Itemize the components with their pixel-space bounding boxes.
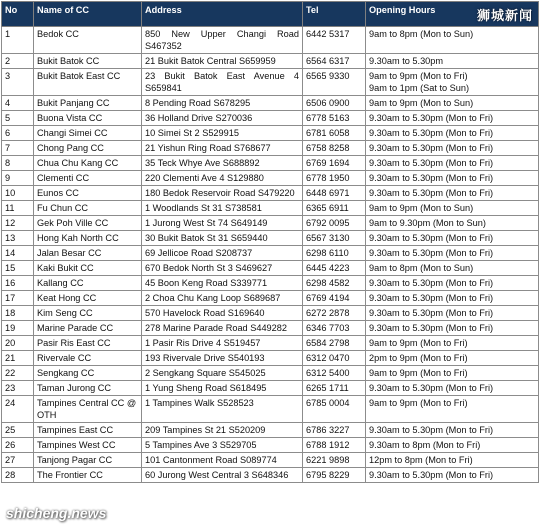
cell-hours: 9.30am to 5.30pm (Mon to Fri) [366,156,539,171]
cell-no: 3 [2,69,34,96]
table-row [2,171,539,186]
cell-hours: 9am to 8pm (Mon to Sun) [366,261,539,276]
cell-address: 21 Bukit Batok Central S659959 [142,54,303,69]
cell-no: 22 [2,366,34,381]
cell-address: 278 Marine Parade Road S449282 [142,321,303,336]
cell-no: 27 [2,453,34,468]
cell-tel: 6298 4582 [303,276,366,291]
table-row [2,231,539,246]
table-row [2,366,539,381]
cell-address: 180 Bedok Reservoir Road S479220 [142,186,303,201]
cell-address: 670 Bedok North St 3 S469627 [142,261,303,276]
cell-address: 1 Tampines Walk S528523 [142,396,303,423]
table-row [2,468,539,483]
cell-name: Tampines Central CC @ OTH [34,396,142,423]
header-hours: Opening Hours [366,2,539,27]
cell-hours: 9am to 9pm (Mon to Fri) [366,396,539,423]
cell-no: 1 [2,27,34,54]
cell-tel: 6785 0004 [303,396,366,423]
cell-name: Kallang CC [34,276,142,291]
cell-name: Fu Chun CC [34,201,142,216]
cell-address: 5 Tampines Ave 3 S529705 [142,438,303,453]
table-row [2,216,539,231]
table-row [2,291,539,306]
cell-address: 10 Simei St 2 S529915 [142,126,303,141]
cell-hours: 9.30am to 8pm (Mon to Fri) [366,438,539,453]
cell-no: 11 [2,201,34,216]
cell-hours: 9.30am to 5.30pm (Mon to Fri) [366,171,539,186]
cell-tel: 6445 4223 [303,261,366,276]
cell-tel: 6769 1694 [303,156,366,171]
cell-hours: 9.30am to 5.30pm (Mon to Fri) [366,381,539,396]
table-body [2,27,539,483]
table-row [2,201,539,216]
cell-tel: 6442 5317 [303,27,366,54]
cell-hours: 9.30am to 5.30pm (Mon to Fri) [366,141,539,156]
cell-address: 570 Havelock Road S169640 [142,306,303,321]
cell-hours: 9.30am to 5.30pm (Mon to Fri) [366,423,539,438]
cell-hours: 9.30am to 5.30pm (Mon to Fri) [366,291,539,306]
cell-no: 28 [2,468,34,483]
cell-no: 6 [2,126,34,141]
cell-name: Eunos CC [34,186,142,201]
table-row [2,54,539,69]
table-header [2,2,539,27]
watermark-top-right: 狮城新闻 [476,8,533,23]
header-row [2,2,539,27]
table-row [2,246,539,261]
cell-address: 850 New Upper Changi Road S467352 [142,27,303,54]
cell-hours: 9am to 8pm (Mon to Sun) [366,27,539,54]
cell-address: 23 Bukit Batok East Avenue 4 S659841 [142,69,303,96]
cell-name: Bukit Batok CC [34,54,142,69]
cell-tel: 6769 4194 [303,291,366,306]
table-row [2,126,539,141]
cell-hours: 9am to 9.30pm (Mon to Sun) [366,216,539,231]
cell-no: 26 [2,438,34,453]
watermark-bottom-left: shicheng.news [6,505,107,521]
cell-tel: 6792 0095 [303,216,366,231]
cell-name: Rivervale CC [34,351,142,366]
cell-tel: 6584 2798 [303,336,366,351]
table-row [2,351,539,366]
table-row [2,453,539,468]
cell-name: Buona Vista CC [34,111,142,126]
cell-address: 2 Choa Chu Kang Loop S689687 [142,291,303,306]
cell-name: Hong Kah North CC [34,231,142,246]
cell-no: 2 [2,54,34,69]
cell-no: 4 [2,96,34,111]
cell-hours: 9am to 9pm (Mon to Fri) [366,336,539,351]
cell-no: 25 [2,423,34,438]
cell-address: 21 Yishun Ring Road S768677 [142,141,303,156]
cell-name: Chua Chu Kang CC [34,156,142,171]
cell-no: 20 [2,336,34,351]
cell-name: Tampines East CC [34,423,142,438]
cell-name: Changi Simei CC [34,126,142,141]
cell-tel: 6786 3227 [303,423,366,438]
cell-name: Tanjong Pagar CC [34,453,142,468]
cell-name: Marine Parade CC [34,321,142,336]
cell-address: 1 Yung Sheng Road S618495 [142,381,303,396]
cell-no: 16 [2,276,34,291]
cell-hours: 9.30am to 5.30pm (Mon to Fri) [366,306,539,321]
cell-tel: 6346 7703 [303,321,366,336]
cell-no: 18 [2,306,34,321]
cell-tel: 6312 0470 [303,351,366,366]
header-address: Address [142,2,303,27]
cell-name: Pasir Ris East CC [34,336,142,351]
cell-address: 1 Pasir Ris Drive 4 S519457 [142,336,303,351]
cell-name: Bukit Panjang CC [34,96,142,111]
table-row [2,69,539,96]
cell-hours: 9.30am to 5.30pm [366,54,539,69]
table-row [2,306,539,321]
cell-tel: 6567 3130 [303,231,366,246]
cell-address: 1 Woodlands St 31 S738581 [142,201,303,216]
cell-tel: 6221 9898 [303,453,366,468]
cell-name: Kim Seng CC [34,306,142,321]
community-centre-table [1,1,539,483]
cell-tel: 6272 2878 [303,306,366,321]
cell-address: 45 Boon Keng Road S339771 [142,276,303,291]
table-row [2,396,539,423]
cell-no: 7 [2,141,34,156]
cell-tel: 6778 1950 [303,171,366,186]
table-row [2,276,539,291]
cell-hours: 9.30am to 5.30pm (Mon to Fri) [366,321,539,336]
cell-tel: 6778 5163 [303,111,366,126]
cell-no: 8 [2,156,34,171]
cell-name: Keat Hong CC [34,291,142,306]
table-row [2,261,539,276]
cell-name: Chong Pang CC [34,141,142,156]
cell-hours: 9.30am to 5.30pm (Mon to Fri) [366,468,539,483]
cell-name: Jalan Besar CC [34,246,142,261]
table-row [2,336,539,351]
table-row [2,438,539,453]
cell-hours: 2pm to 9pm (Mon to Fri) [366,351,539,366]
cell-hours: 9.30am to 5.30pm (Mon to Fri) [366,186,539,201]
cell-hours: 9.30am to 5.30pm (Mon to Fri) [366,126,539,141]
cell-address: 220 Clementi Ave 4 S129880 [142,171,303,186]
cell-tel: 6758 8258 [303,141,366,156]
cell-tel: 6788 1912 [303,438,366,453]
cell-name: Bedok CC [34,27,142,54]
table-row [2,156,539,171]
cell-name: Tampines West CC [34,438,142,453]
cell-no: 12 [2,216,34,231]
cell-address: 1 Jurong West St 74 S649149 [142,216,303,231]
cell-hours: 9.30am to 5.30pm (Mon to Fri) [366,246,539,261]
cell-hours: 9am to 9pm (Mon to Fri) [366,366,539,381]
cell-address: 35 Teck Whye Ave S688892 [142,156,303,171]
cell-tel: 6781 6058 [303,126,366,141]
cell-address: 69 Jellicoe Road S208737 [142,246,303,261]
cell-tel: 6506 0900 [303,96,366,111]
cell-tel: 6565 9330 [303,69,366,96]
cell-tel: 6448 6971 [303,186,366,201]
cell-no: 14 [2,246,34,261]
table-row [2,423,539,438]
cell-hours: 9.30am to 5.30pm (Mon to Fri) [366,276,539,291]
cell-hours: 9am to 9pm (Mon to Sun) [366,201,539,216]
cell-name: Gek Poh Ville CC [34,216,142,231]
cell-name: The Frontier CC [34,468,142,483]
cell-no: 13 [2,231,34,246]
cell-no: 15 [2,261,34,276]
header-name: Name of CC [34,2,142,27]
cell-no: 17 [2,291,34,306]
cell-no: 5 [2,111,34,126]
cell-address: 30 Bukit Batok St 31 S659440 [142,231,303,246]
cell-tel: 6795 8229 [303,468,366,483]
cell-name: Bukit Batok East CC [34,69,142,96]
cell-address: 193 Rivervale Drive S540193 [142,351,303,366]
header-no: No [2,2,34,27]
cell-hours: 12pm to 8pm (Mon to Fri) [366,453,539,468]
cell-no: 10 [2,186,34,201]
cell-name: Taman Jurong CC [34,381,142,396]
cell-tel: 6312 5400 [303,366,366,381]
cell-address: 101 Cantonment Road S089774 [142,453,303,468]
cell-hours: 9.30am to 5.30pm (Mon to Fri) [366,231,539,246]
cc-table-container [1,1,538,483]
cell-tel: 6265 1711 [303,381,366,396]
table-row [2,381,539,396]
header-tel: Tel [303,2,366,27]
cell-address: 209 Tampines St 21 S520209 [142,423,303,438]
table-row [2,27,539,54]
cell-address: 8 Pending Road S678295 [142,96,303,111]
cell-address: 2 Sengkang Square S545025 [142,366,303,381]
cell-tel: 6365 6911 [303,201,366,216]
cell-name: Kaki Bukit CC [34,261,142,276]
cell-no: 24 [2,396,34,423]
cell-hours: 9am to 9pm (Mon to Fri) 9am to 1pm (Sat to Sun) [366,69,539,96]
table-row [2,96,539,111]
cell-no: 23 [2,381,34,396]
cell-name: Clementi CC [34,171,142,186]
cell-no: 21 [2,351,34,366]
cell-hours: 9.30am to 5.30pm (Mon to Fri) [366,111,539,126]
table-row [2,141,539,156]
cell-no: 9 [2,171,34,186]
cell-hours: 9am to 9pm (Mon to Sun) [366,96,539,111]
cell-tel: 6298 6110 [303,246,366,261]
table-row [2,111,539,126]
cell-tel: 6564 6317 [303,54,366,69]
cell-address: 36 Holland Drive S270036 [142,111,303,126]
cell-no: 19 [2,321,34,336]
table-row [2,321,539,336]
cell-address: 60 Jurong West Central 3 S648346 [142,468,303,483]
cell-name: Sengkang CC [34,366,142,381]
table-row [2,186,539,201]
